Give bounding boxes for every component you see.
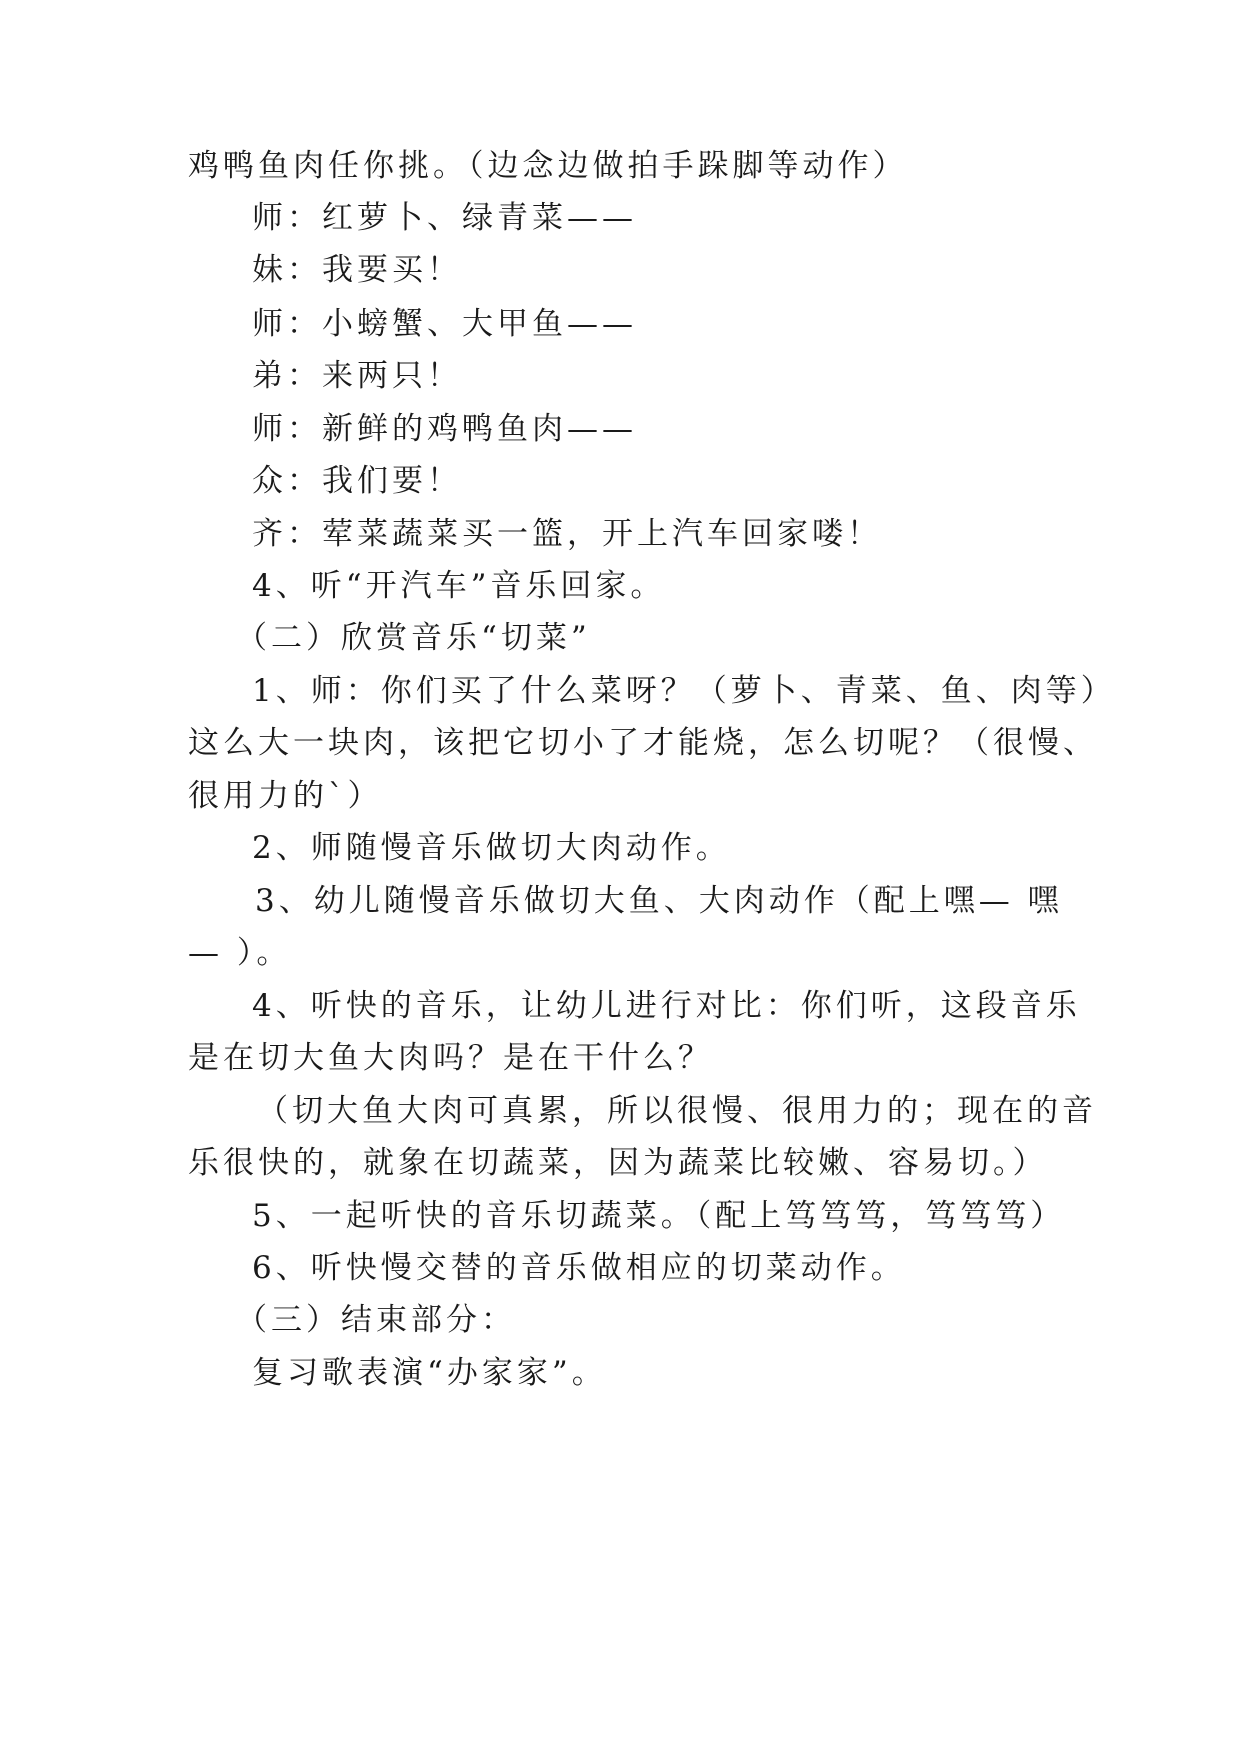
step-item: 4、听“开汽车”音乐回家。	[252, 568, 666, 604]
step-item: 1、师：你们买了什么菜呀？（萝卜、青菜、鱼、肉等）	[252, 673, 1116, 709]
text-line: 是在切大鱼大肉吗？是在干什么？	[188, 1040, 713, 1076]
text-line: — ）。	[188, 935, 292, 971]
step-item: 6、听快慢交替的音乐做相应的切菜动作。	[252, 1250, 906, 1286]
step-note: （切大鱼大肉可真累，所以很慢、很用力的；现在的音	[257, 1093, 1097, 1129]
step-item: 5、一起听快的音乐切蔬菜。（配上笃笃笃，笃笃笃）	[252, 1198, 1066, 1234]
dialogue-line: 师：小螃蟹、大甲鱼——	[252, 306, 637, 342]
text-line: 这么大一块肉，该把它切小了才能烧，怎么切呢？（很慢、	[188, 725, 1098, 761]
step-item: 4、听快的音乐，让幼儿进行对比：你们听，这段音乐	[252, 988, 1081, 1024]
text-line: 很用力的`）	[188, 778, 383, 814]
step-item: 3、幼儿随慢音乐做切大鱼、大肉动作（配上嘿— 嘿	[255, 883, 1063, 919]
text-line: 鸡鸭鱼肉任你挑。（边念边做拍手跺脚等动作）	[188, 148, 908, 184]
dialogue-line: 齐：荤菜蔬菜买一篮，开上汽车回家喽！	[252, 516, 882, 552]
text-line: 乐很快的，就象在切蔬菜，因为蔬菜比较嫩、容易切。）	[188, 1145, 1048, 1181]
dialogue-line: 师：新鲜的鸡鸭鱼肉——	[252, 411, 637, 447]
text-line: 复习歌表演“办家家”。	[252, 1355, 607, 1391]
step-item: 2、师随慢音乐做切大肉动作。	[252, 830, 731, 866]
section-heading: （二）欣赏音乐“切菜”	[236, 620, 591, 656]
dialogue-line: 师：红萝卜、绿青菜——	[252, 200, 637, 236]
section-heading: （三）结束部分：	[236, 1302, 516, 1338]
dialogue-line: 妹：我要买！	[252, 252, 462, 288]
dialogue-line: 弟：来两只！	[252, 358, 462, 394]
dialogue-line: 众：我们要！	[252, 463, 462, 499]
